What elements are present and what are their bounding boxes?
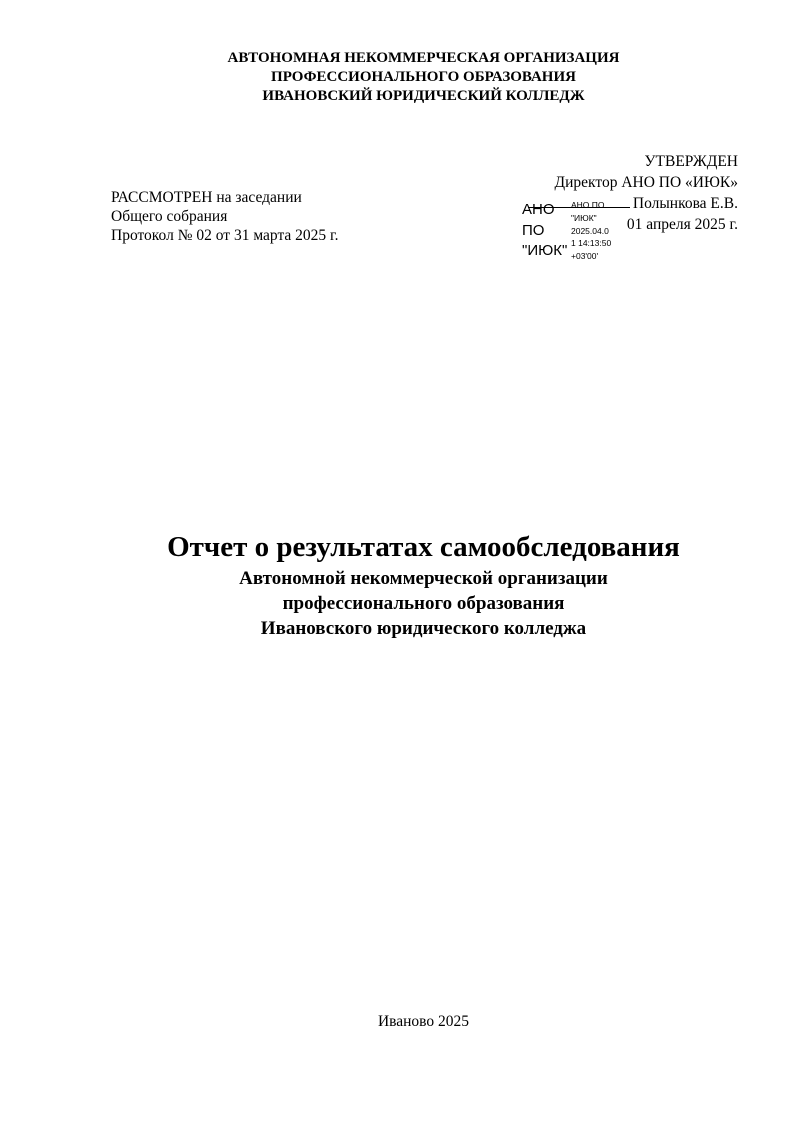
stamp-small-line: 1 14:13:50 bbox=[571, 238, 612, 249]
digital-signature-stamp-small bbox=[571, 199, 611, 263]
stamp-small-line: АНО ПО bbox=[571, 200, 605, 210]
organization-header bbox=[0, 49, 793, 106]
reviewed-line: Протокол № 02 от 31 марта 2025 г. bbox=[111, 227, 339, 244]
org-header-line: ПРОФЕССИОНАЛЬНОГО ОБРАЗОВАНИЯ bbox=[271, 69, 576, 85]
approved-heading: УТВЕРЖДЕН bbox=[644, 153, 738, 170]
stamp-large-line: ПО bbox=[522, 221, 545, 239]
document-subtitle-line: профессионального образования bbox=[282, 593, 565, 614]
stamp-small-line: 2025.04.0 bbox=[571, 225, 609, 236]
approved-position: Директор АНО ПО «ИЮК» bbox=[554, 174, 738, 191]
document-subtitle-line: Ивановского юридического колледжа bbox=[260, 618, 587, 639]
org-header-line: ИВАНОВСКИЙ ЮРИДИЧЕСКИЙ КОЛЛЕДЖ bbox=[262, 88, 585, 104]
document-title: Отчет о результатах самообследования bbox=[167, 531, 680, 563]
reviewed-line: РАССМОТРЕН на заседании bbox=[111, 189, 302, 206]
reviewed-line: Общего собрания bbox=[111, 208, 228, 225]
approved-signer: Полынкова Е.В. bbox=[632, 195, 738, 212]
place-year-footer: Иваново 2025 bbox=[377, 1013, 470, 1030]
digital-signature-stamp-large bbox=[522, 200, 567, 262]
org-header-line: АВТОНОМНАЯ НЕКОММЕРЧЕСКАЯ ОРГАНИЗАЦИЯ bbox=[227, 50, 620, 66]
reviewed-block bbox=[111, 188, 339, 245]
approved-date: 01 апреля 2025 г. bbox=[626, 216, 738, 233]
stamp-small-line: +03'00' bbox=[571, 251, 599, 262]
stamp-large-line: АНО bbox=[522, 201, 555, 218]
stamp-small-line: "ИЮК" bbox=[571, 212, 597, 223]
stamp-large-line: "ИЮК" bbox=[522, 242, 568, 259]
document-title-block bbox=[0, 528, 793, 641]
document-subtitle-line: Автономной некоммерческой организации bbox=[239, 568, 608, 589]
